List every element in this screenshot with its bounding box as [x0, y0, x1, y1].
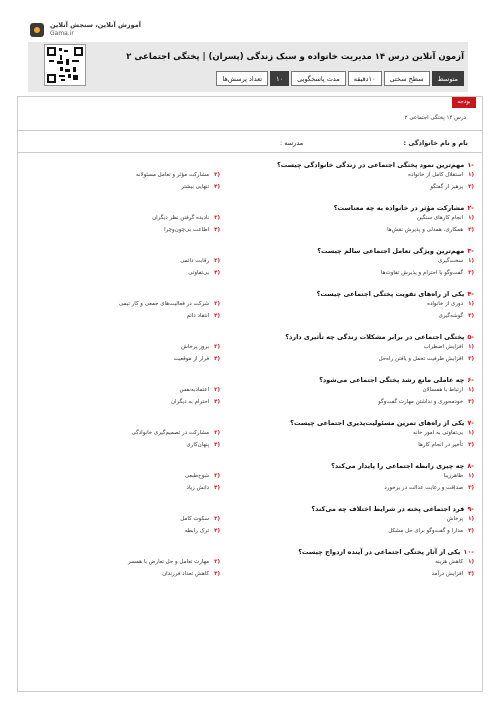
option-number: (۲ — [214, 559, 220, 565]
answer-option[interactable] — [119, 300, 220, 308]
options-grid — [24, 385, 474, 411]
option-number: (۴ — [214, 485, 220, 491]
question-item — [24, 418, 474, 454]
site-name: آموزش آنلاین، سنجش آنلاین — [50, 21, 142, 29]
option-text: رقابت دائمی — [180, 258, 210, 264]
question-number: -۷ — [467, 419, 474, 427]
options-grid — [24, 213, 474, 239]
option-number: (۲ — [214, 172, 220, 178]
qr-code-icon — [44, 44, 86, 86]
question-item — [24, 160, 474, 196]
answer-option[interactable] — [384, 484, 474, 492]
option-text: پنهان‌کاری — [186, 442, 210, 448]
option-number: (۳ — [468, 270, 474, 276]
option-number: (۲ — [214, 301, 220, 307]
option-text: گفت‌وگو با احترام و پذیرش تفاوت‌ها — [380, 270, 464, 276]
option-text: بی‌تفاوتی به امور خانه — [412, 430, 464, 436]
option-text: اطاعت بی‌چون‌وچرا — [164, 227, 210, 233]
option-number: (۲ — [214, 430, 220, 436]
options-grid — [24, 342, 474, 368]
question-count-value: ۱۰ — [270, 71, 289, 86]
question-text: مهم‌ترین ویژگی تعامل اجتماعی سالم چیست؟ — [317, 247, 465, 255]
option-number: (۱ — [468, 344, 474, 350]
duration-value: ۱۰دقیقه — [348, 71, 382, 86]
exam-title: آزمون آنلاین درس ۱۴ مدیریت خانواده و سبک زندگی (پسران) | پختگی اجتماعی ۲ — [126, 52, 464, 62]
option-number: (۱ — [468, 172, 474, 178]
option-text: افزایش درآمد — [431, 571, 464, 577]
options-grid — [24, 299, 474, 325]
option-text: بی‌تفاوتی — [188, 270, 210, 276]
budget-ribbon: بودجه بندی — [452, 97, 476, 108]
option-number: (۴ — [214, 399, 220, 405]
question-item — [24, 246, 474, 282]
question-title — [24, 332, 474, 342]
question-number: -۹ — [467, 505, 474, 513]
option-text: سخت‌گیری — [437, 258, 464, 264]
question-number: -۱ — [467, 161, 474, 169]
question-text: یکی از راه‌های تمرین مسئولیت‌پذیری اجتماعی چیست؟ — [290, 419, 465, 427]
option-number: (۴ — [214, 571, 220, 577]
option-text: کاهش تعداد فرزندان — [162, 571, 210, 577]
option-text: ارتباط با همسالان — [422, 387, 464, 393]
question-title — [24, 375, 474, 385]
duration-label: مدت پاسخگویی — [291, 71, 346, 86]
answer-option[interactable] — [181, 183, 220, 191]
top-bar — [0, 0, 496, 42]
option-number: (۳ — [468, 528, 474, 534]
option-number: (۲ — [214, 473, 220, 479]
option-number: (۳ — [468, 399, 474, 405]
answer-option[interactable] — [444, 472, 474, 480]
option-number: (۳ — [468, 571, 474, 577]
question-text: یکی از راه‌های تقویت پختگی اجتماعی چیست؟ — [316, 290, 465, 298]
question-title — [24, 461, 474, 471]
option-number: (۴ — [214, 356, 220, 362]
answer-option[interactable] — [164, 226, 220, 234]
option-number: (۴ — [214, 313, 220, 319]
answer-option[interactable] — [427, 300, 474, 308]
answer-option[interactable] — [435, 558, 474, 566]
answer-option[interactable] — [181, 343, 220, 351]
option-number: (۴ — [214, 528, 220, 534]
option-text: افزایش اضطراب — [423, 344, 464, 350]
options-grid — [24, 514, 474, 540]
option-number: (۴ — [214, 270, 220, 276]
answer-option[interactable] — [180, 386, 220, 394]
question-number: -۴ — [467, 290, 474, 298]
question-text: فرد اجتماعی پخته در شرایط اختلاف چه می‌کند؟ — [311, 505, 465, 513]
option-text: مهارت تعامل و حل تعارض با همسر — [128, 559, 210, 565]
answer-option[interactable] — [185, 527, 220, 535]
option-number: (۲ — [214, 344, 220, 350]
option-text: کاهش هزینه — [435, 559, 464, 565]
option-text: فرار از موقعیت — [173, 356, 210, 362]
option-text: شرکت در فعالیت‌های جمعی و کار تیمی — [118, 301, 210, 307]
question-number: -۵ — [467, 333, 474, 341]
answer-option[interactable] — [378, 398, 474, 406]
student-name-label: نام و نام خانوادگی : — [403, 139, 468, 147]
option-text: مشارکت در تصمیم‌گیری خانوادگی — [131, 430, 210, 436]
option-number: (۳ — [468, 485, 474, 491]
question-item — [24, 289, 474, 325]
question-title — [24, 504, 474, 514]
option-number: (۱ — [468, 516, 474, 522]
question-item — [24, 461, 474, 497]
answer-option[interactable] — [132, 429, 220, 437]
option-text: اعتمادبه‌نفس — [179, 387, 210, 393]
question-title — [24, 246, 474, 256]
answer-option[interactable] — [388, 527, 474, 535]
option-number: (۱ — [468, 559, 474, 565]
option-number: (۳ — [468, 356, 474, 362]
question-title — [24, 203, 474, 213]
question-text: چه چیزی رابطه اجتماعی را پایدار می‌کند؟ — [331, 462, 465, 470]
answer-option[interactable] — [417, 214, 474, 222]
answer-option[interactable] — [187, 484, 220, 492]
question-text: چه عاملی مانع رشد پختگی اجتماعی می‌شود؟ — [319, 376, 465, 384]
option-number: (۲ — [214, 516, 220, 522]
options-grid — [24, 471, 474, 497]
option-number: (۱ — [468, 387, 474, 393]
answer-option[interactable] — [136, 171, 220, 179]
options-grid — [24, 170, 474, 196]
answer-option[interactable] — [430, 183, 474, 191]
option-text: بروز پرخاش — [181, 344, 210, 350]
option-text: دوری از خانواده — [427, 301, 464, 307]
option-text: گوشه‌گیری — [438, 313, 464, 319]
answer-option[interactable] — [422, 386, 474, 394]
option-number: (۲ — [214, 258, 220, 264]
option-text: خودمحوری و نداشتن مهارت گفت‌وگو — [378, 399, 464, 405]
answer-option[interactable] — [447, 515, 474, 523]
question-number: -۲ — [467, 204, 474, 212]
answer-option[interactable] — [171, 398, 220, 406]
option-number: (۳ — [468, 227, 474, 233]
answer-option[interactable] — [432, 570, 474, 578]
school-label: مدرسه : — [280, 139, 304, 147]
option-text: دانش زیاد — [186, 485, 210, 491]
option-number: (۱ — [468, 473, 474, 479]
answer-option[interactable] — [173, 355, 220, 363]
answer-option[interactable] — [381, 269, 474, 277]
option-text: پرخاش — [446, 516, 464, 522]
question-title — [24, 289, 474, 299]
answer-option[interactable] — [424, 343, 474, 351]
question-count-label: تعداد پرسش‌ها — [216, 71, 268, 86]
option-text: استقلال کامل از خانواده — [408, 172, 464, 178]
option-text: تأخیر در انجام کارها — [418, 442, 464, 448]
option-text: شوخ‌طبعی — [184, 473, 210, 479]
option-text: سکوت کامل — [180, 516, 210, 522]
option-number: (۳ — [468, 442, 474, 448]
answer-option[interactable] — [152, 214, 220, 222]
option-number: (۴ — [214, 442, 220, 448]
answer-option[interactable] — [438, 257, 474, 265]
question-item — [24, 504, 474, 540]
options-grid — [24, 256, 474, 282]
answer-option[interactable] — [418, 441, 474, 449]
answer-option[interactable] — [180, 257, 220, 265]
question-number: -۳ — [467, 247, 474, 255]
answer-option[interactable] — [128, 558, 220, 566]
question-item — [24, 375, 474, 411]
answer-option[interactable] — [180, 515, 220, 523]
question-item — [24, 332, 474, 368]
option-number: (۴ — [214, 227, 220, 233]
option-text: پرهیز از گفتگو — [430, 184, 464, 190]
question-text: یکی از آثار پختگی اجتماعی در آینده ازدواج چیست؟ — [298, 548, 461, 556]
answer-option[interactable] — [379, 355, 474, 363]
answer-option[interactable] — [408, 171, 474, 179]
question-text: مهم‌ترین نمود پختگی اجتماعی در زندگی خانوادگی چیست؟ — [277, 161, 465, 169]
option-text: نادیده گرفتن نظر دیگران — [152, 215, 210, 221]
question-title — [24, 547, 474, 557]
option-number: (۱ — [468, 258, 474, 264]
option-text: مدارا و گفت‌وگو برای حل مشکل — [388, 528, 464, 534]
gama-logo-icon — [30, 23, 44, 37]
option-text: ظاهرزیبا — [443, 473, 464, 479]
answer-option[interactable] — [187, 312, 220, 320]
divider — [18, 152, 482, 153]
option-text: انتقاد دائم — [186, 313, 210, 319]
option-number: (۱ — [468, 301, 474, 307]
option-number: (۲ — [214, 387, 220, 393]
difficulty-label: سطح سختی — [384, 71, 430, 86]
option-number: (۱ — [468, 215, 474, 221]
question-number: -۶ — [467, 376, 474, 384]
option-number: (۳ — [468, 313, 474, 319]
question-text: مشارکت مؤثر در خانواده به چه معناست؟ — [333, 204, 465, 212]
site-url[interactable]: Gama.ir — [50, 30, 74, 37]
option-text: افزایش ظرفیت تحمل و یافتن راه‌حل — [378, 356, 464, 362]
question-item — [24, 547, 474, 583]
question-number: -۱۰ — [463, 548, 474, 556]
answer-option[interactable] — [162, 570, 220, 578]
answer-option[interactable] — [186, 441, 220, 449]
options-grid — [24, 557, 474, 583]
option-text: صداقت و رعایت عدالت در برخورد — [384, 485, 464, 491]
option-text: احترام به دیگران — [170, 399, 210, 405]
answer-option[interactable] — [188, 269, 220, 277]
question-title — [24, 418, 474, 428]
divider — [18, 130, 482, 131]
options-grid — [24, 428, 474, 454]
option-text: مشارکت مؤثر و تعامل مسئولانه — [135, 172, 210, 178]
option-number: (۲ — [214, 215, 220, 221]
option-text: ترک رابطه — [184, 528, 210, 534]
answer-option[interactable] — [185, 472, 220, 480]
question-text: پختگی اجتماعی در برابر مشکلات زندگی چه تأثیری دارد؟ — [285, 333, 465, 341]
option-number: (۳ — [468, 184, 474, 190]
budget-text: درس ۱۴ پختگی اجتماعی ۲ — [404, 115, 466, 121]
option-text: انجام کارهای سنگین — [416, 215, 464, 221]
difficulty-value: متوسط — [432, 71, 464, 86]
answer-option[interactable] — [387, 226, 474, 234]
option-text: تنهایی بیشتر — [181, 184, 210, 190]
option-text: همکاری، همدلی و پذیرش نقش‌ها — [387, 227, 464, 233]
option-number: (۴ — [214, 184, 220, 190]
answer-option[interactable] — [413, 429, 474, 437]
option-number: (۱ — [468, 430, 474, 436]
question-number: -۸ — [467, 462, 474, 470]
answer-option[interactable] — [438, 312, 474, 320]
question-item — [24, 203, 474, 239]
exam-meta — [216, 71, 464, 86]
question-title — [24, 160, 474, 170]
